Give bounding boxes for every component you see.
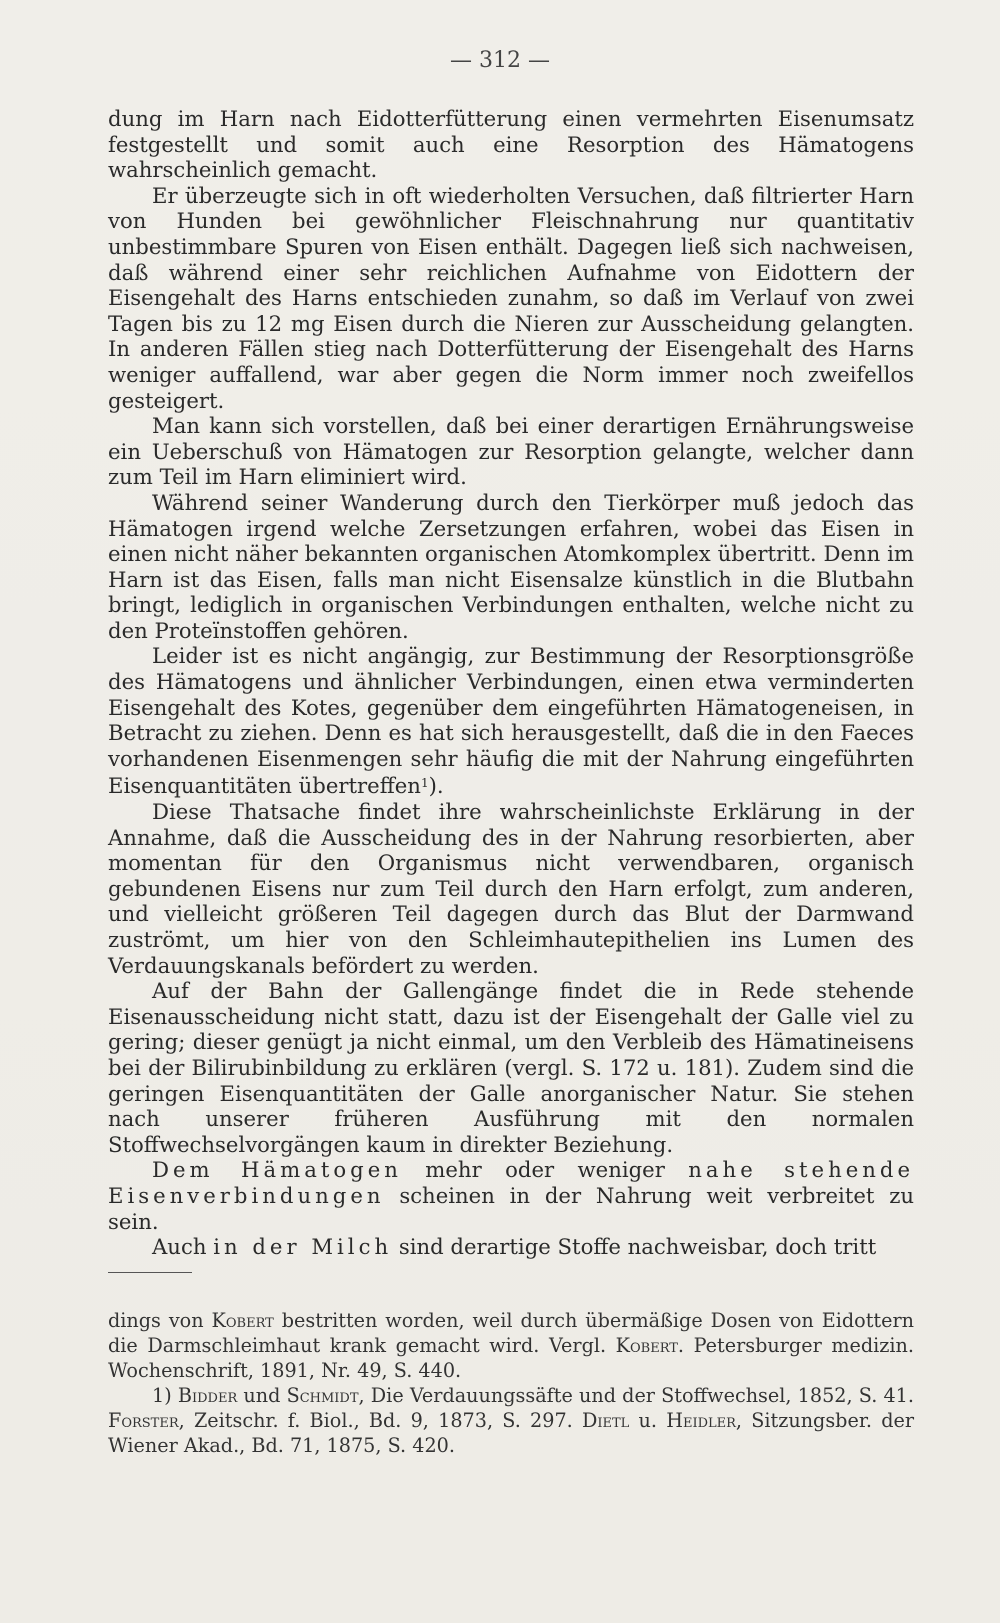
page-number: — 312 —: [450, 48, 550, 73]
footnote-text: Petersburger medizin. Wochenschrift, 1891, Nr. 49, S. 440.: [108, 1334, 914, 1382]
spaced-text: in der Milch: [213, 1234, 393, 1260]
paragraph-text: scheinen in der Nahrung weit verbreitet zu sein.: [108, 1182, 914, 1234]
main-text: [108, 106, 914, 1260]
footnote-continuation: [108, 1308, 914, 1383]
paragraph: [108, 1157, 914, 1234]
author-name: Forster: [108, 1409, 179, 1432]
footnote-text: dings von: [108, 1309, 212, 1332]
footnote-text: u.: [629, 1409, 667, 1432]
footnote-divider: [108, 1272, 192, 1273]
footnote-1: [108, 1383, 914, 1458]
paragraph: Während seiner Wanderung durch den Tierkörper muß jedoch das Hämatogen irgend welche Zersetzungen erfahren, wobei das Eisen in einen nicht näher bekannten organischen Atomkomplex übertritt. Denn im Harn ist das Eisen, falls man nicht Eisensalze künstlich in die Blutbahn bringt, lediglich in organischen Verbindungen enthalten, welche nicht zu den Proteïnstoffen gehören.: [108, 489, 914, 643]
footnote-text: , Die Verdauungssäfte und der Stoffwechsel, 1852, S. 41.: [358, 1384, 914, 1407]
footnote-text: bestritten worden, weil durch übermäßige Dosen von Eidottern die Darmschleimhaut krank gemacht wird. Vergl.: [108, 1309, 915, 1357]
footnote-marker: 1): [152, 1384, 172, 1407]
author-name: Dietl: [582, 1409, 630, 1432]
paragraph: [108, 643, 914, 799]
paragraph: Diese Thatsache findet ihre wahrscheinlichste Erklärung in der Annahme, daß die Ausscheidung des in der Nahrung resorbierten, aber momentan für den Organismus nicht verwendbaren, organisch gebundenen Eisens nur zum Teil durch den Harn erfolgt, zum anderen, und vielleicht größeren Teil dagegen durch das Blut der Darmwand zuströmt, um hier von den Schleimhautepithelien ins Lumen des Verdauungskanals befördert zu werden.: [108, 799, 914, 978]
paragraph-text: Auch: [152, 1234, 214, 1260]
footnote-text: und: [237, 1384, 287, 1407]
footnote-ref-close: ).: [428, 773, 444, 799]
paragraph: [108, 1234, 914, 1260]
paragraph: dung im Harn nach Eidotterfütterung einen vermehrten Eisenumsatz festgestellt und somit auch eine Resorption des Hämatogens wahrscheinlich gemacht.: [108, 106, 914, 183]
footnote-text: , Zeitschr. f. Biol., Bd. 9, 1873, S. 297.: [178, 1409, 582, 1432]
footnote-ref: 1: [420, 776, 429, 791]
spaced-text: nahe stehende Eisenverbindungen: [108, 1157, 914, 1208]
footnote-text: , Sitzungsber. der Wiener Akad., Bd. 71, 1875, S. 420.: [108, 1409, 915, 1457]
author-name: Kobert: [211, 1309, 274, 1332]
author-name: Bidder: [177, 1384, 238, 1407]
paragraph-text: sind derartige Stoffe nachweisbar, doch tritt: [392, 1234, 877, 1260]
author-name: Heidler: [666, 1409, 736, 1432]
spaced-text: Dem Hämatogen: [152, 1157, 402, 1183]
paragraph-text: Leider ist es nicht angängig, zur Bestimmung der Resorptionsgröße des Hämatogens und ähnlicher Verbindungen, einen etwa verminderten Eisengehalt des Kotes, gegenüber dem eingeführten Hämatogeneisen, in Betracht zu ziehen. Denn es hat sich herausgestellt, daß die in den Faeces vorhandenen Eisenmengen sehr häufig die mit der Nahrung eingeführten Eisenquantitäten übertreffen: [108, 643, 914, 799]
footnotes: [108, 1308, 914, 1458]
author-name: Kobert.: [615, 1334, 685, 1357]
paragraph: Auf der Bahn der Gallengänge findet die in Rede stehende Eisenausscheidung nicht statt, dazu ist der Eisengehalt der Galle viel zu gering; dieser genügt ja nicht einmal, um den Verbleib des Hämatineisens bei der Bilirubinbildung zu erklären (vergl. S. 172 u. 181). Zudem sind die geringen Eisenquantitäten der Galle anorganischer Natur. Sie stehen nach unserer früheren Ausführung mit den normalen Stoffwechselvorgängen kaum in direkter Beziehung.: [108, 978, 914, 1157]
paragraph: Man kann sich vorstellen, daß bei einer derartigen Ernährungsweise ein Ueberschuß von Hämatogen zur Resorption gelangte, welcher dann zum Teil im Harn eliminiert wird.: [108, 413, 914, 490]
paragraph-text: mehr oder weniger: [401, 1157, 689, 1183]
author-name: Schmidt: [286, 1384, 359, 1407]
paragraph: Er überzeugte sich in oft wiederholten Versuchen, daß filtrierter Harn von Hunden bei gewöhnlicher Fleischnahrung nur quantitativ unbestimmbare Spuren von Eisen enthält. Dagegen ließ sich nachweisen, daß während einer sehr reichlichen Aufnahme von Eidottern der Eisengehalt des Harns entschieden zunahm, so daß im Verlauf von zwei Tagen bis zu 12 mg Eisen durch die Nieren zur Ausscheidung gelangten. In anderen Fällen stieg nach Dotterfütterung der Eisengehalt des Harns weniger auffallend, war aber gegen die Norm immer noch zweifellos gesteigert.: [108, 182, 914, 413]
